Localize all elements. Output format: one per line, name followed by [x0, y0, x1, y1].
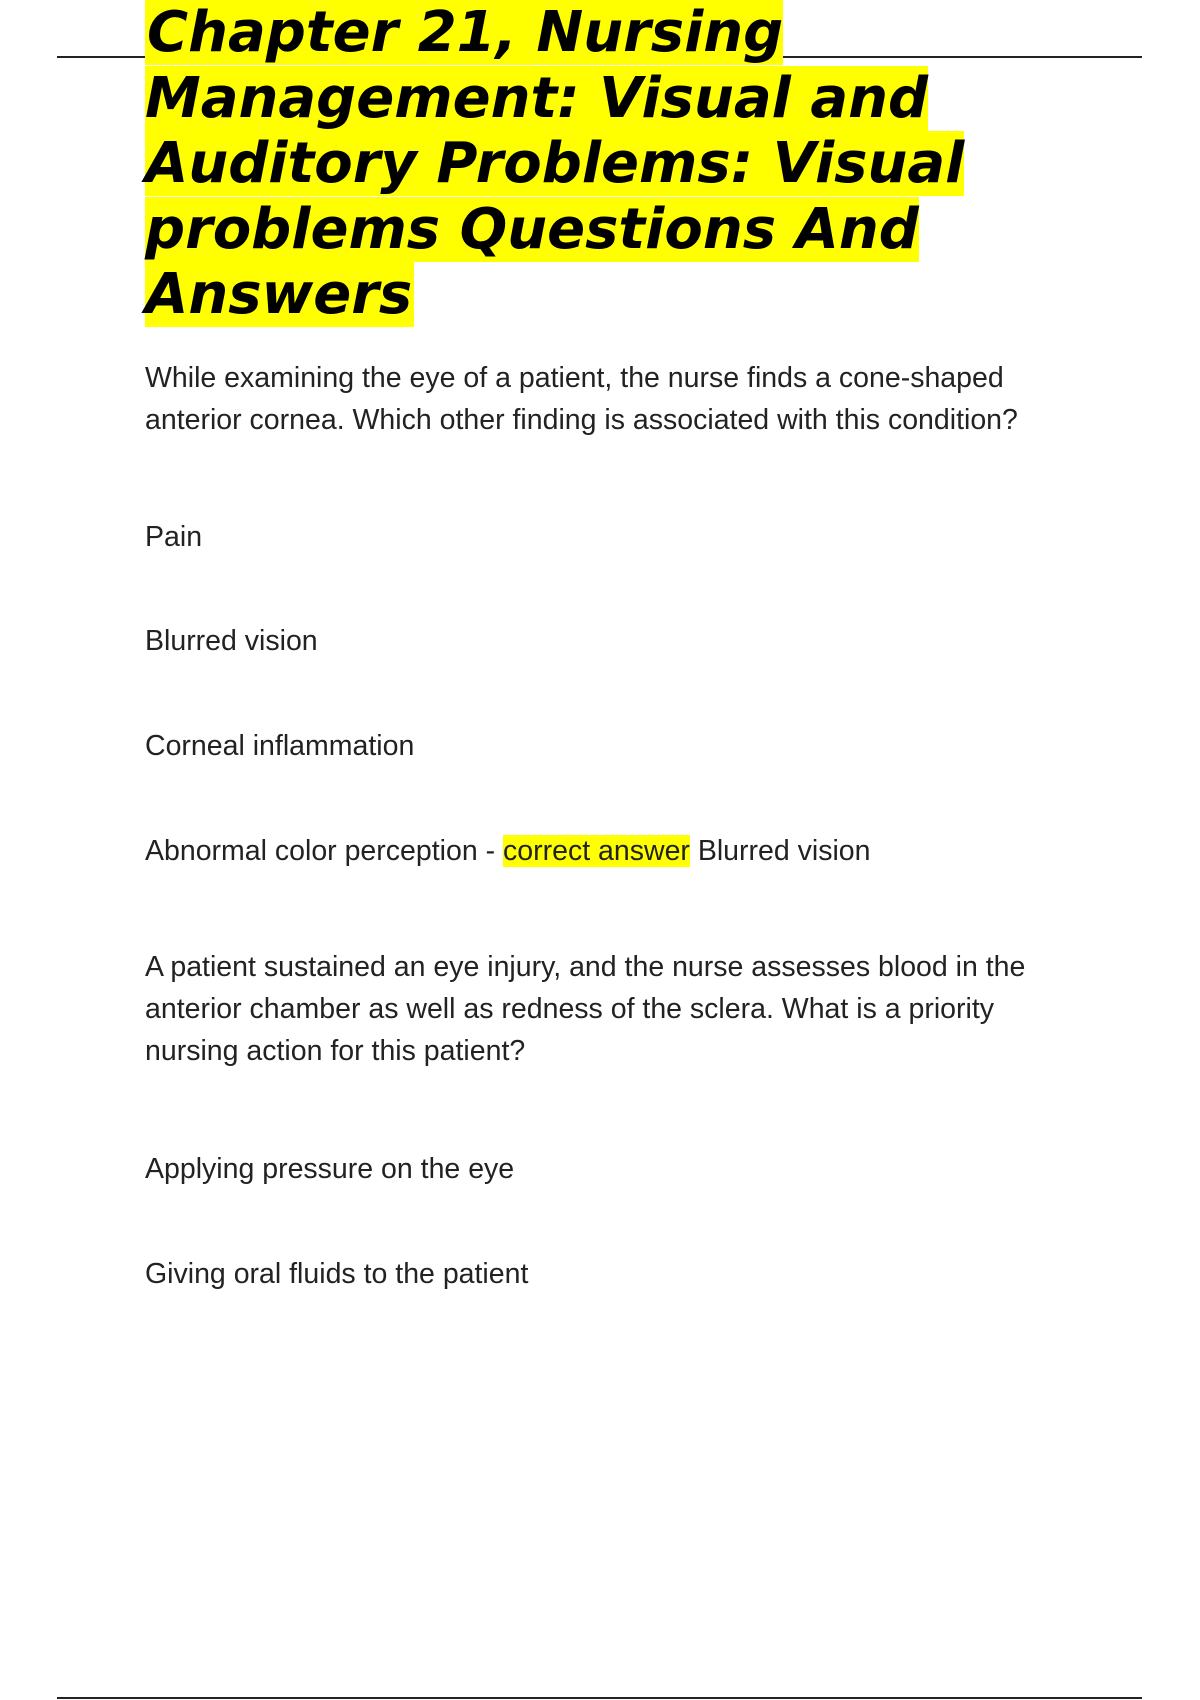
- question-text: While examining the eye of a patient, the nurse finds a cone-shaped anterior cornea. Which other finding is associated with this condition?: [145, 362, 1018, 436]
- option-item: Applying pressure on the eye: [145, 1153, 515, 1185]
- correct-answer-label: correct answer: [503, 835, 690, 867]
- footer-rule: [57, 1697, 1142, 1699]
- option-item: Pain: [145, 521, 203, 553]
- question-2: [145, 946, 1075, 1072]
- correct-answer-value: Blurred vision: [697, 835, 871, 867]
- option-item: Giving oral fluids to the patient: [145, 1258, 529, 1290]
- question-1: [145, 357, 1075, 441]
- answer-separator: -: [477, 835, 504, 867]
- question-text: A patient sustained an eye injury, and the nurse assesses blood in the anterior chamber as well as redness of the sclera. What is a priority nursing action for this patient?: [145, 951, 1026, 1067]
- option-text: Abnormal color perception: [145, 835, 478, 867]
- option-item: Blurred vision: [145, 625, 318, 657]
- option-item: Corneal inflammation: [145, 730, 415, 762]
- option-with-answer: [145, 830, 1075, 872]
- title-highlight: Chapter 21, Nursing Management: Visual and Auditory Problems: Visual problems Questions And Answers: [145, 0, 965, 327]
- page-title: [145, 0, 1025, 328]
